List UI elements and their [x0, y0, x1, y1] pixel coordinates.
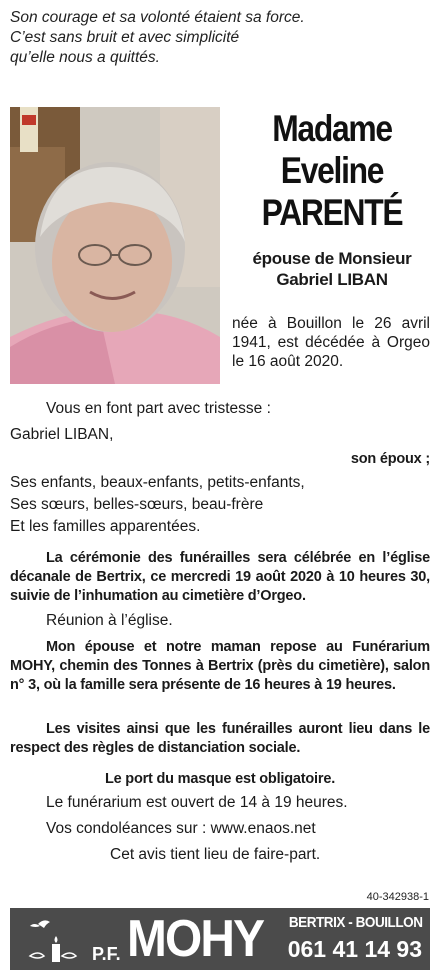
funeral-home-location: BERTRIX - BOUILLON: [288, 914, 422, 931]
dove-candle-icon: [10, 908, 90, 970]
family-line: Et les familles apparentées.: [10, 518, 201, 535]
memorial-quote: [10, 8, 430, 68]
husband-role: son époux ;: [350, 451, 430, 467]
ceremony-info: La cérémonie des funérailles sera célébrée en l’église décanale de Bertrix, ce mercredi 19 août 2020 à 10 heures 30, suivie de l’inhumation au cimetière d’Orgeo.: [10, 550, 430, 604]
reference-number: 40-342938-1: [366, 891, 429, 903]
spouse-info: [232, 248, 432, 290]
condolences-info: Vos condoléances sur : www.enaos.net: [46, 820, 316, 837]
meeting-info: Réunion à l’église.: [46, 612, 173, 629]
mask-info: Le port du masque est obligatoire.: [104, 771, 336, 787]
funeral-home-banner: [10, 908, 430, 970]
family-line: Ses enfants, beaux-enfants, petits-enfants,: [10, 474, 305, 491]
announcement: Vous en font part avec tristesse :: [46, 400, 271, 417]
quote-line: Son courage et sa volonté étaient sa force.: [10, 9, 305, 26]
funeral-home-prefix: P.F.: [92, 944, 121, 964]
quote-line: qu’elle nous a quittés.: [10, 49, 160, 66]
funeral-home-brand: MOHY: [127, 910, 264, 968]
deceased-name: [232, 108, 432, 234]
name-first: Eveline: [280, 150, 384, 191]
family-list: [10, 472, 430, 538]
visits-info: Les visites ainsi que les funérailles auront lieu dans le respect des règles de distanciation sociale.: [10, 721, 430, 756]
name-last: PARENTÉ: [261, 192, 403, 233]
quote-line: C’est sans bruit et avec simplicité: [10, 29, 240, 46]
hours-info: Le funérarium est ouvert de 14 à 19 heures.: [46, 794, 348, 811]
birth-death-info: née à Bouillon le 26 avril 1941, est décédée à Orgeo le 16 août 2020.: [232, 315, 430, 370]
spouse-line-1: épouse de Monsieur: [252, 249, 412, 268]
portrait-photo: [10, 107, 220, 384]
name-title: Madame: [272, 108, 392, 149]
spouse-line-2: Gabriel LIBAN: [276, 270, 388, 289]
funerarium-info: Mon épouse et notre maman repose au Funérarium MOHY, chemin des Tonnes à Bertrix (près du cimetière), salon n° 3, où la famille sera présente de 16 heures à 19 heures.: [10, 639, 430, 693]
funeral-home-phone: 061 41 14 93: [287, 936, 422, 962]
husband-name: Gabriel LIBAN,: [10, 426, 114, 443]
notice-info: Cet avis tient lieu de faire-part.: [110, 846, 321, 863]
family-line: Ses sœurs, belles-sœurs, beau-frère: [10, 496, 264, 513]
